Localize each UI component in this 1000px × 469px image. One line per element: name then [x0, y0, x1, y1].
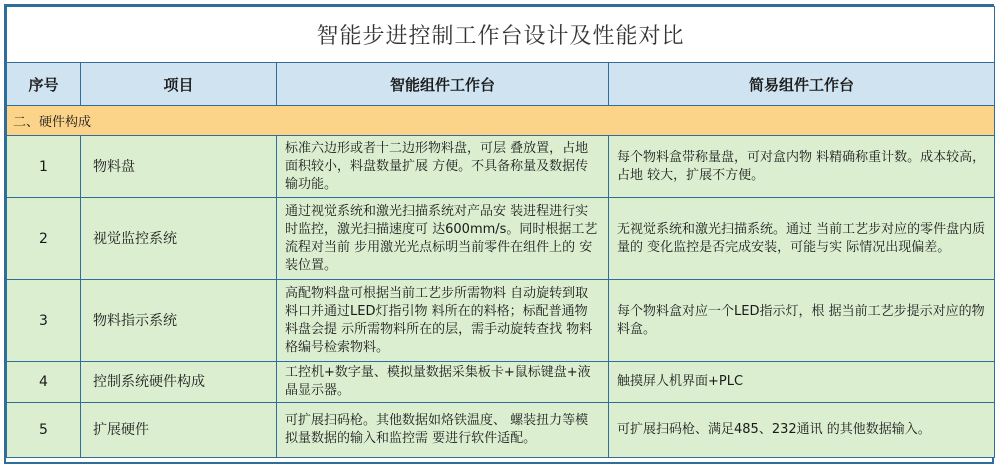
table-row	[7, 280, 995, 362]
section-label: 二、硬件构成	[7, 106, 995, 136]
table-row	[7, 362, 995, 403]
table-row	[7, 198, 995, 280]
table-row	[7, 403, 995, 458]
table-title: 智能步进控制工作台设计及性能对比	[7, 7, 995, 63]
row-smart-desc: 工控机+数字量、模拟量数据采集板卡+鼠标键盘+液晶显示器。	[277, 362, 609, 403]
row-index: 3	[7, 280, 81, 362]
row-item: 控制系统硬件构成	[81, 362, 277, 403]
row-smart-desc: 通过视觉系统和激光扫描系统对产品安 装进程进行实时监控，激光扫描速度可 达600mm/s。同时根据工艺流程对当前 步用激光光点标明当前零件在组件上的 安装位置。	[277, 198, 609, 280]
row-item: 物料盘	[81, 136, 277, 198]
title-row	[7, 7, 995, 63]
row-smart-desc: 可扩展扫码枪。其他数据如烙铁温度、 螺装扭力等模拟量数据的输入和监控需 要进行软件适配。	[277, 403, 609, 458]
row-index: 5	[7, 403, 81, 458]
row-index: 1	[7, 136, 81, 198]
row-simple-desc: 每个物料盒带称量盘，可对盒内物 料精确称重计数。成本较高，占地 较大，扩展不方便。	[609, 136, 995, 198]
header-index: 序号	[7, 63, 81, 106]
row-index: 2	[7, 198, 81, 280]
header-item: 项目	[81, 63, 277, 106]
header-row	[7, 63, 995, 106]
row-item: 扩展硬件	[81, 403, 277, 458]
row-simple-desc: 每个物料盒对应一个LED指示灯，根 据当前工艺步提示对应的物料盒。	[609, 280, 995, 362]
row-item: 视觉监控系统	[81, 198, 277, 280]
row-item: 物料指示系统	[81, 280, 277, 362]
row-smart-desc: 高配物料盘可根据当前工艺步所需物料 自动旋转到取料口并通过LED灯指引物 料所在的料格；标配普通物料盘会提 示所需物料所在的层，需手动旋转查找 物料格编号检索物料。	[277, 280, 609, 362]
row-index: 4	[7, 362, 81, 403]
row-smart-desc: 标准六边形或者十二边形物料盘，可层 叠放置，占地面积较小，料盘数量扩展 方便。不具备称量及数据传输功能。	[277, 136, 609, 198]
header-smart: 智能组件工作台	[277, 63, 609, 106]
row-simple-desc: 触摸屏人机界面+PLC	[609, 362, 995, 403]
comparison-table-frame	[4, 4, 994, 464]
header-simple: 简易组件工作台	[609, 63, 995, 106]
comparison-table	[6, 6, 995, 458]
row-simple-desc: 可扩展扫码枪、满足485、232通讯 的其他数据输入。	[609, 403, 995, 458]
section-row	[7, 106, 995, 136]
row-simple-desc: 无视觉系统和激光扫描系统。通过 当前工艺步对应的零件盘内质量的 变化监控是否完成安装，可能与实 际情况出现偏差。	[609, 198, 995, 280]
table-row	[7, 136, 995, 198]
